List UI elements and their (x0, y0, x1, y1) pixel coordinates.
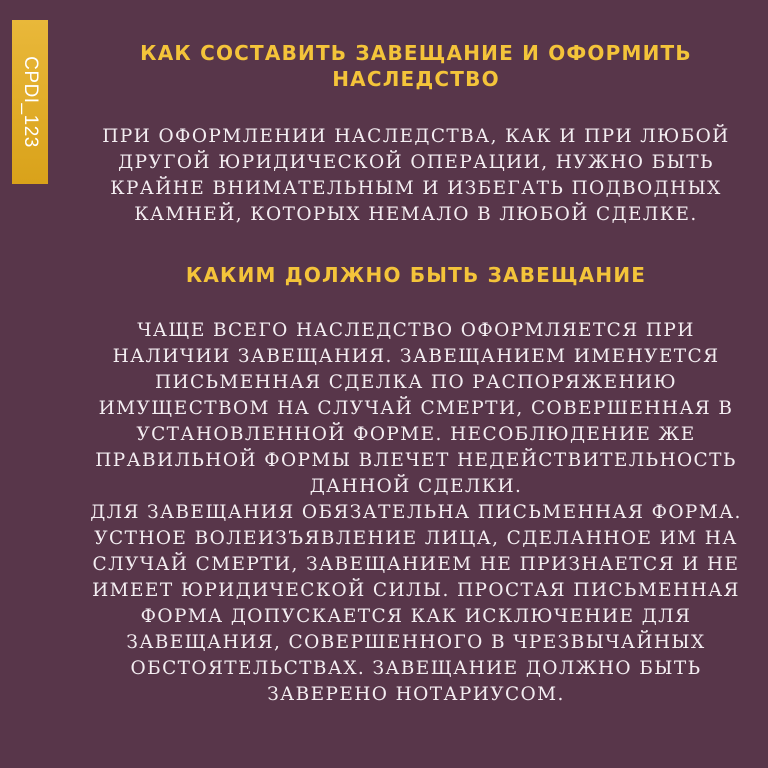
article-title: КАК СОСТАВИТЬ ЗАВЕЩАНИЕ И ОФОРМИТЬ НАСЛЕДСТВО (140, 41, 692, 91)
section-heading: КАКИМ ДОЛЖНО БЫТЬ ЗАВЕЩАНИЕ (185, 263, 647, 287)
body-paragraph-2: ДЛЯ ЗАВЕЩАНИЯ ОБЯЗАТЕЛЬНА ПИСЬМЕННАЯ ФОРМА. УСТНОЕ ВОЛЕИЗЪЯВЛЕНИЕ ЛИЦА, СДЕЛАННОЕ ИМ НА СЛУЧАЙ СМЕРТИ, ЗАВЕЩАНИЕМ НЕ ПРИЗНАЕТСЯ И НЕ ИМЕЕТ ЮРИДИЧЕСКОЙ СИЛЫ. ПРОСТАЯ ПИСЬМЕННАЯ ФОРМА ДОПУСКАЕТСЯ КАК ИСКЛЮЧЕНИЕ ДЛЯ ЗАВЕЩАНИЯ, СОВЕРШЕННОГО В ЧРЕЗВЫЧАЙНЫХ ОБСТОЯТЕЛЬСТВАХ. ЗАВЕЩАНИЕ ДОЛЖНО БЫТЬ ЗАВЕРЕНО НОТАРИУСОМ. (90, 502, 742, 705)
body-paragraph-1: ЧАЩЕ ВСЕГО НАСЛЕДСТВО ОФОРМЛЯЕТСЯ ПРИ НАЛИЧИИ ЗАВЕЩАНИЯ. ЗАВЕЩАНИЕМ ИМЕНУЕТСЯ ПИСЬМЕННАЯ СДЕЛКА ПО РАСПОРЯЖЕНИЮ ИМУЩЕСТВОМ НА СЛУЧАЙ СМЕРТИ, СОВЕРШЕННАЯ В УСТАНОВЛЕННОЙ ФОРМЕ. НЕСОБЛЮДЕНИЕ ЖЕ ПРАВИЛЬНОЙ ФОРМЫ ВЛЕЧЕТ НЕДЕЙСТВИТЕЛЬНОСТЬ ДАННОЙ СДЕЛКИ. (95, 320, 737, 497)
side-tag-label: CPDI_123 (20, 56, 42, 148)
intro-paragraph: ПРИ ОФОРМЛЕНИИ НАСЛЕДСТВА, КАК И ПРИ ЛЮБОЙ ДРУГОЙ ЮРИДИЧЕСКОЙ ОПЕРАЦИИ, НУЖНО БЫТЬ КРАЙНЕ ВНИМАТЕЛЬНЫМ И ИЗБЕГАТЬ ПОДВОДНЫХ КАМНЕЙ, КОТОРЫХ НЕМАЛО В ЛЮБОЙ СДЕЛКЕ. (102, 126, 730, 225)
article (84, 40, 748, 708)
side-tag (12, 20, 48, 184)
